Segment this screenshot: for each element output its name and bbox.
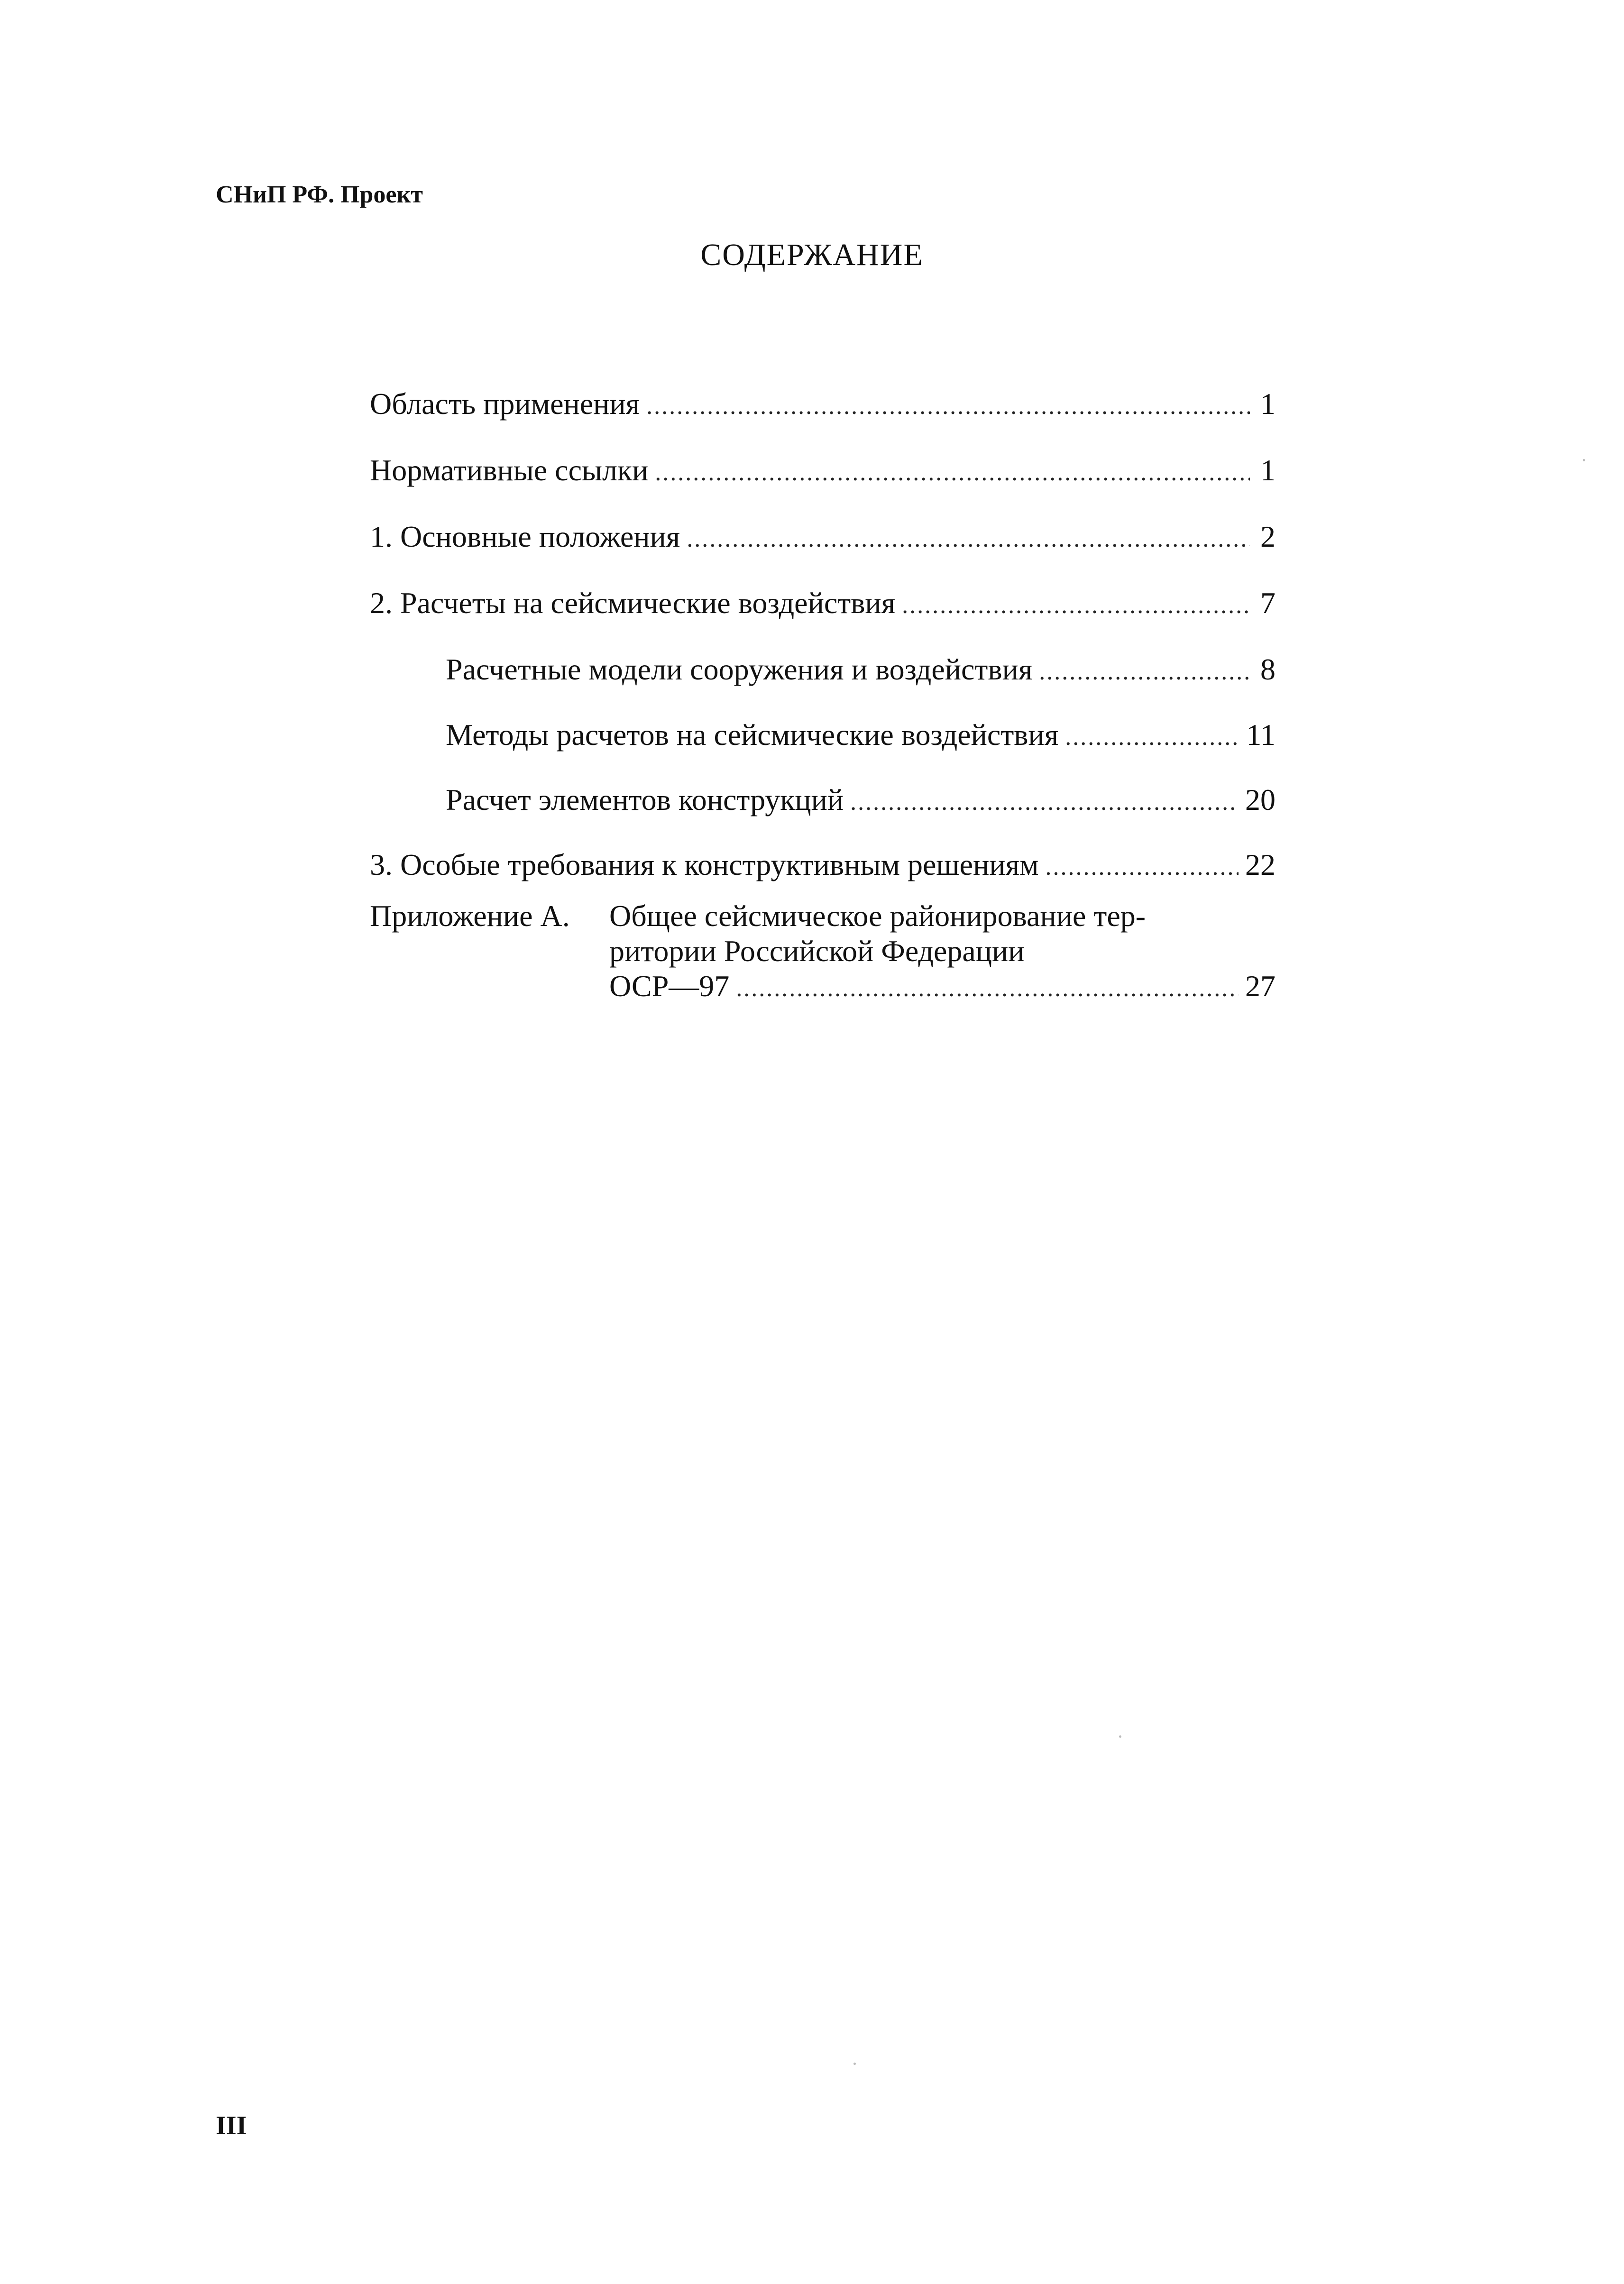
toc-entry-label: Область применения	[370, 387, 640, 421]
document-header: СНиП РФ. Проект	[216, 181, 423, 208]
toc-entry-label: 3. Особые требования к конструктивным решениям	[370, 848, 1039, 881]
scan-speck	[1119, 1735, 1121, 1738]
toc-entry-label: Расчетные модели сооружения и воздействия	[446, 652, 1033, 686]
toc-leader-dots	[736, 971, 1239, 1006]
appendix-page: 27	[1245, 969, 1275, 1003]
scan-speck	[1583, 459, 1585, 461]
toc-entry-page: 22	[1245, 848, 1275, 881]
appendix-title-line: ритории Российской Федерации	[609, 934, 1025, 968]
toc-entry-label: 1. Основные положения	[370, 520, 680, 553]
toc-leader-dots	[1046, 855, 1239, 880]
page-title: СОДЕРЖАНИЕ	[700, 238, 924, 272]
appendix-title-line: Общее сейсмическое районирование тер-	[609, 899, 1146, 933]
toc-subentry[interactable]	[446, 654, 1275, 685]
appendix-title-line: ОСР—97	[609, 969, 730, 1003]
table-of-contents	[370, 0, 1275, 1043]
appendix-title-last-line	[609, 969, 1275, 1006]
toc-entry-page: 1	[1260, 453, 1275, 487]
toc-entry[interactable]	[370, 455, 1275, 486]
toc-entry-page: 7	[1260, 586, 1275, 620]
toc-entry[interactable]	[370, 850, 1275, 880]
toc-leader-dots	[687, 527, 1250, 551]
toc-leader-dots	[1065, 725, 1239, 750]
toc-entry-label: Нормативные ссылки	[370, 453, 649, 487]
toc-subentry[interactable]	[446, 720, 1275, 750]
toc-leader-dots	[850, 790, 1239, 815]
scan-speck	[853, 2063, 856, 2065]
toc-leader-dots	[902, 593, 1250, 618]
toc-entry-label: Расчет элементов конструкций	[446, 783, 844, 816]
toc-entry-page: 8	[1260, 652, 1275, 686]
appendix-label: Приложение А.	[370, 899, 570, 933]
appendix-title	[609, 899, 1275, 1006]
toc-subentry[interactable]	[446, 785, 1275, 815]
toc-entry-page: 20	[1245, 783, 1275, 816]
toc-entry[interactable]	[370, 389, 1275, 419]
toc-leader-dots	[655, 460, 1250, 485]
toc-entry-page: 1	[1260, 387, 1275, 421]
toc-entry[interactable]	[370, 588, 1275, 618]
toc-leader-dots	[646, 394, 1250, 419]
toc-entry[interactable]	[370, 522, 1275, 552]
toc-entry-page: 2	[1260, 520, 1275, 553]
toc-leader-dots	[1039, 660, 1250, 684]
toc-entry-label: Методы расчетов на сейсмические воздействия	[446, 718, 1059, 752]
page-number: III	[216, 2111, 247, 2140]
toc-entry-page: 11	[1246, 718, 1275, 752]
toc-entry-label: 2. Расчеты на сейсмические воздействия	[370, 586, 896, 620]
